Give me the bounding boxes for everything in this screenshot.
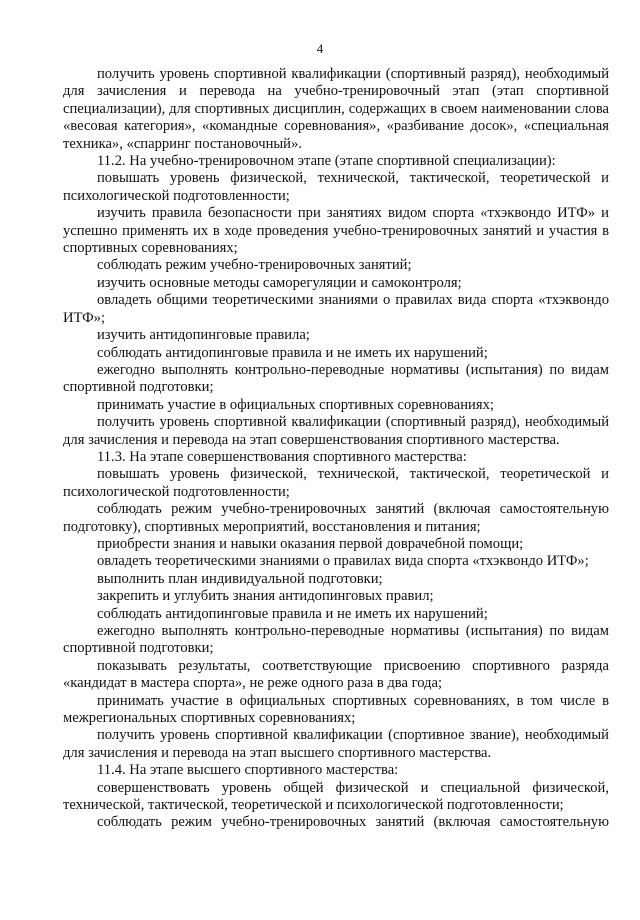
paragraph: соблюдать антидопинговые правила и не иметь их нарушений; xyxy=(97,605,488,622)
section-heading: 11.3. На этапе совершенствования спортивного мастерства: xyxy=(97,448,467,465)
paragraph: изучить основные методы саморегуляции и самоконтроля; xyxy=(97,274,462,291)
paragraph: выполнить план индивидуальной подготовки; xyxy=(97,570,383,587)
paragraph: совершенствовать уровень общей физической и специальной физической, технической, тактической, теоретической и психологической подготовленности; xyxy=(63,779,609,814)
paragraph: соблюдать режим учебно-тренировочных занятий (включая самостоятельную xyxy=(97,814,609,831)
paragraph: повышать уровень физической, технической, тактической, теоретической и психологической подготовленности; xyxy=(63,170,609,204)
paragraph: ежегодно выполнять контрольно-переводные нормативы (испытания) по видам спортивной подготовки; xyxy=(63,361,609,396)
paragraph: овладеть теоретическими знаниями о правилах вида спорта «тхэквондо ИТФ»; xyxy=(97,553,589,570)
section-heading: 11.4. На этапе высшего спортивного мастерства: xyxy=(97,762,399,779)
paragraph: получить уровень спортивной квалификации (спортивный разряд), необходимый для зачисления и перевода на этап совершенствования спортивного мастерства. xyxy=(63,414,609,448)
paragraph: приобрести знания и навыки оказания первой доврачебной помощи; xyxy=(97,535,524,552)
paragraph: изучить правила безопасности при занятиях видом спорта «тхэквондо ИТФ» и успешно применять их в ходе проведения учебно-тренировочных занятий и участия в спортивных соревнованиях; xyxy=(63,205,609,257)
paragraph: закрепить и углубить знания антидопинговых правил; xyxy=(97,588,434,605)
section-heading: 11.2. На учебно-тренировочном этапе (этапе спортивной специализации): xyxy=(97,153,556,170)
paragraph: получить уровень спортивной квалификации (спортивное звание), необходимый для зачисления и перевода на этап высшего спортивного мастерства. xyxy=(63,727,609,761)
paragraph: овладеть общими теоретическими знаниями о правилах вида спорта «тхэквондо ИТФ»; xyxy=(63,292,609,326)
paragraph: изучить антидопинговые правила; xyxy=(97,327,310,344)
paragraph: соблюдать режим учебно-тренировочных занятий (включая самостоятельную подготовку), спортивных мероприятий, восстановления и питания; xyxy=(63,501,609,535)
page-number: 4 xyxy=(316,41,324,56)
paragraph: принимать участие в официальных спортивных соревнованиях, в том числе в межрегиональных спортивных соревнованиях; xyxy=(63,692,609,727)
document-body xyxy=(63,66,609,832)
paragraph: ежегодно выполнять контрольно-переводные нормативы (испытания) по видам спортивной подготовки; xyxy=(63,623,609,657)
paragraph: получить уровень спортивной квалификации (спортивный разряд), необходимый для зачисления и перевода на учебно-тренировочный этап (этап спортивной специализации), для спортивных дисциплин, содержащих в своем наименовании слова «весовая категория», «командные соревнования», «разбивание досок», «специальная техника», «спарринг постановочный». xyxy=(63,66,609,152)
paragraph: соблюдать режим учебно-тренировочных занятий; xyxy=(97,257,412,274)
paragraph: соблюдать антидопинговые правила и не иметь их нарушений; xyxy=(97,344,488,361)
paragraph: принимать участие в официальных спортивных соревнованиях; xyxy=(97,396,494,413)
paragraph: повышать уровень физической, технической, тактической, теоретической и психологической подготовленности; xyxy=(63,466,609,500)
paragraph: показывать результаты, соответствующие присвоению спортивного разряда «кандидат в мастера спорта», не реже одного раза в два года; xyxy=(63,657,609,692)
